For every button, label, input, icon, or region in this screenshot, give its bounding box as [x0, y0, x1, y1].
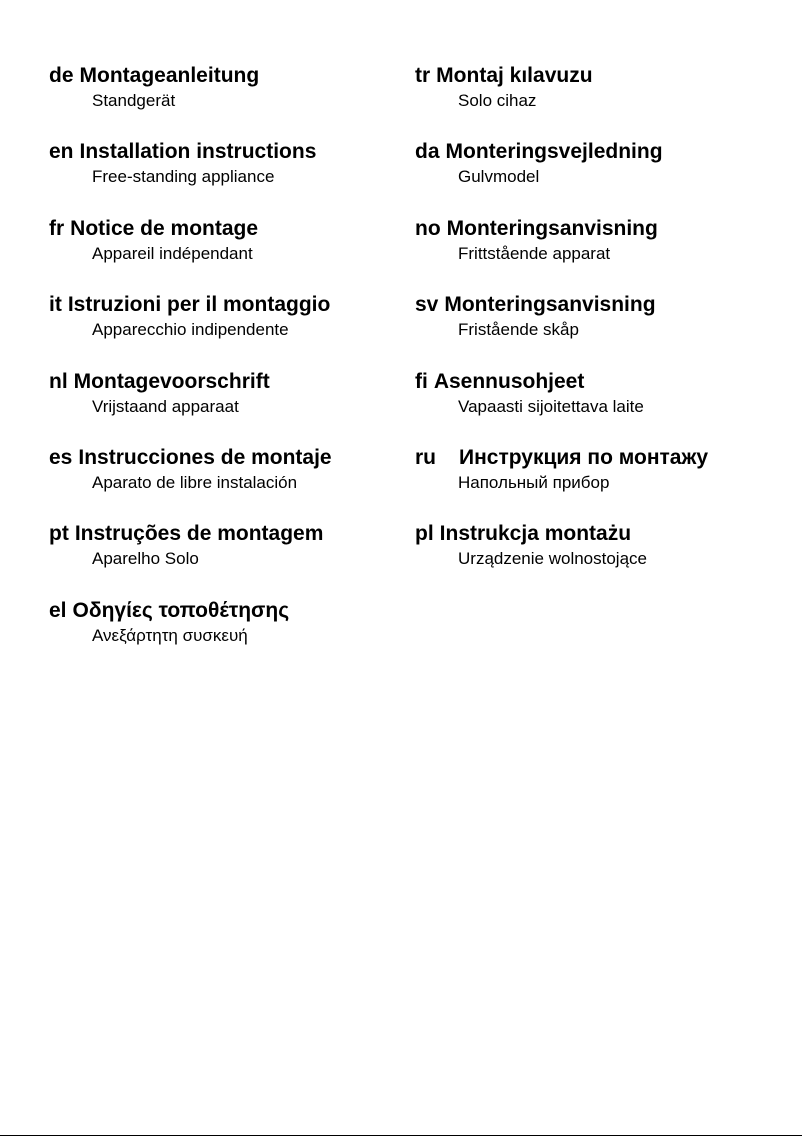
entry-subtitle: Vapaasti sijoitettava laite [458, 396, 644, 416]
entry-subtitle: Ανεξάρτητη συσκευή [92, 625, 248, 645]
entry-subtitle: Urządzenie wolnostojące [458, 549, 647, 569]
language-code: en [49, 140, 74, 164]
entry-subtitle: Vrijstaand apparaat [92, 396, 239, 416]
language-code: fr [49, 216, 65, 240]
language-list-right [415, 62, 785, 597]
entry-subtitle: Solo cihaz [458, 91, 537, 110]
entry-title [49, 368, 399, 396]
language-code: pt [49, 522, 69, 546]
entry-title [49, 62, 399, 90]
entry-title [415, 291, 785, 319]
language-entry-en [49, 138, 399, 214]
language-entry-pl [415, 520, 785, 596]
title-text: Montagevoorschrift [73, 369, 270, 393]
language-code: pl [415, 522, 434, 546]
title-text: Asennusohjeet [433, 369, 585, 393]
language-code: sv [415, 293, 439, 317]
entry-subtitle: Gulvmodel [458, 167, 540, 187]
language-entry-fr [49, 215, 399, 291]
language-entry-it [49, 291, 399, 367]
entry-title [49, 215, 399, 243]
title-text: Οδηγίες τοποθέτησης [72, 598, 290, 622]
entry-title [49, 138, 399, 166]
language-code: nl [49, 369, 68, 393]
title-text: Monteringsanvisning [446, 216, 658, 240]
title-text: Инструкция по монтажу [459, 445, 709, 469]
language-code: fi [415, 369, 428, 393]
title-text: Istruzioni per il montaggio [67, 293, 331, 317]
language-code: el [49, 598, 67, 622]
title-text: Instrukcja montażu [439, 522, 632, 546]
title-text: Montageanleitung [79, 64, 260, 87]
title-text: Monteringsanvisning [444, 293, 656, 317]
entry-title [415, 520, 785, 548]
language-entry-de [49, 62, 399, 138]
title-text: Montaj kılavuzu [436, 64, 593, 87]
language-list-left [49, 62, 399, 673]
entry-title [415, 444, 785, 472]
language-code: it [49, 293, 62, 317]
language-code: tr [415, 64, 431, 87]
bottom-rule [0, 1135, 802, 1136]
language-entry-el [49, 597, 399, 673]
language-code: no [415, 216, 441, 240]
language-entry-da [415, 138, 785, 214]
language-code: ru [415, 445, 436, 469]
entry-title [415, 368, 785, 396]
entry-title [49, 520, 399, 548]
entry-subtitle: Frittstående apparat [458, 243, 611, 263]
entry-title [415, 62, 785, 90]
entry-subtitle: Напольный прибор [458, 472, 610, 492]
entry-subtitle: Aparato de libre instalación [92, 472, 298, 492]
language-entry-sv [415, 291, 785, 367]
title-text: Instruções de montagem [74, 522, 324, 546]
title-text: Monteringsvejledning [445, 140, 663, 164]
entry-subtitle: Aparelho Solo [92, 549, 199, 569]
language-entry-pt [49, 520, 399, 596]
title-text: Instrucciones de montaje [78, 445, 332, 469]
language-code: es [49, 445, 73, 469]
entry-title [415, 215, 785, 243]
language-entry-tr [415, 62, 785, 138]
entry-title [49, 444, 399, 472]
entry-subtitle: Apparecchio indipendente [92, 320, 289, 340]
entry-subtitle: Standgerät [92, 91, 176, 110]
language-entry-no [415, 215, 785, 291]
language-code: de [49, 64, 74, 87]
entry-subtitle: Appareil indépendant [92, 243, 253, 263]
title-text: Notice de montage [70, 216, 259, 240]
entry-title [415, 138, 785, 166]
entry-title [49, 291, 399, 319]
language-code: da [415, 140, 440, 164]
language-entry-fi [415, 368, 785, 444]
entry-title [49, 597, 399, 625]
language-entry-es [49, 444, 399, 520]
language-entry-nl [49, 368, 399, 444]
entry-subtitle: Free-standing appliance [92, 167, 275, 187]
language-entry-ru [415, 444, 785, 520]
title-text: Installation instructions [79, 140, 317, 164]
entry-subtitle: Fristående skåp [458, 320, 579, 340]
